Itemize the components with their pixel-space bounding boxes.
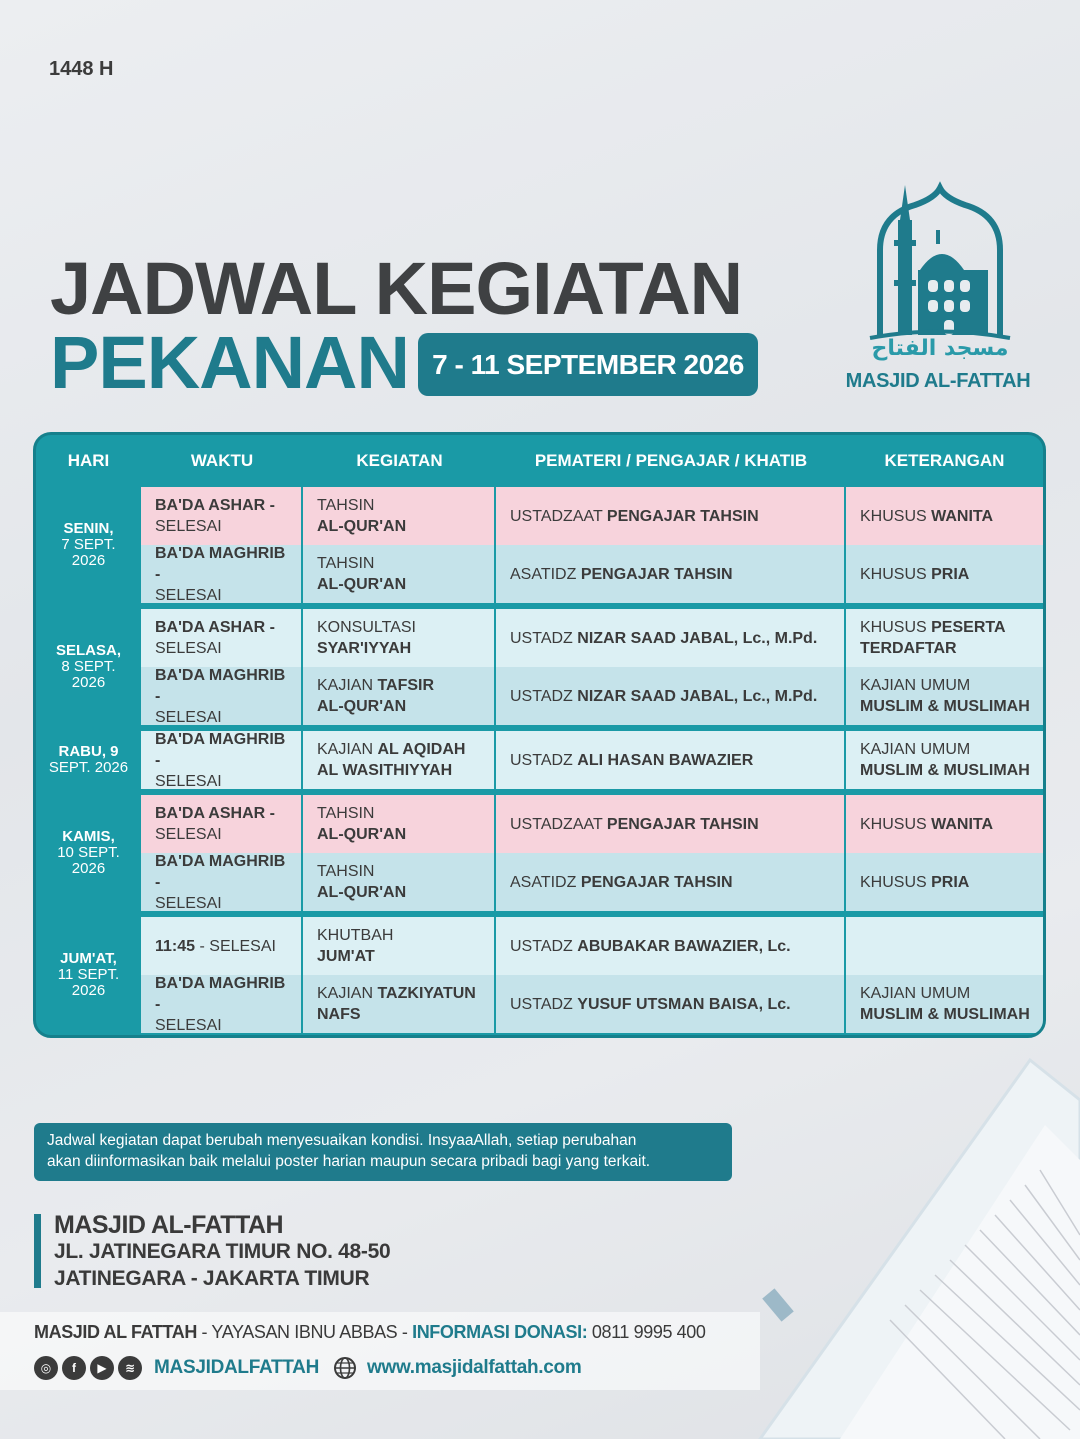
table-row-4-keterangan: KAJIAN UMUM MUSLIM & MUSLIMAH <box>846 731 1043 789</box>
schedule-table <box>33 432 1046 1038</box>
header-hari: HARI <box>67 451 110 470</box>
footer-info-line: MASJID AL FATTAH - YAYASAN IBNU ABBAS - INFORMASI DONASI: 0811 9995 400 <box>34 1322 706 1342</box>
table-row-5-kegiatan: TAHSIN AL-QUR'AN <box>303 795 494 853</box>
mosque-logo-icon <box>840 180 1040 400</box>
address-accent-bar <box>34 1214 41 1288</box>
logo-arabic-text: مسجد الفتاح <box>871 336 1009 361</box>
table-row-0-keterangan: KHUSUS WANITA <box>846 487 1043 545</box>
table-row-1-keterangan: KHUSUS PRIA <box>846 545 1043 603</box>
table-row-8-kegiatan: KAJIAN TAZKIYATUN NAFS <box>303 975 494 1033</box>
table-row-3-pemateri: USTADZ NIZAR SAAD JABAL, Lc., M.Pd. <box>496 667 844 725</box>
footer-social-line <box>34 1355 581 1381</box>
notice-line2: akan diinformasikan baik melalui poster harian maupun secara pribadi bagi yang terkait. <box>47 1153 651 1170</box>
logo-name: MASJID AL-FATTAH <box>845 370 1031 392</box>
table-row-2-kegiatan: KONSULTASI SYAR'IYYAH <box>303 609 494 667</box>
table-row-6-keterangan: KHUSUS PRIA <box>846 853 1043 911</box>
table-row-2-waktu: BA'DA ASHAR - SELESAI <box>141 609 301 667</box>
table-row-3-keterangan: KAJIAN UMUM MUSLIM & MUSLIMAH <box>846 667 1043 725</box>
table-row-4-waktu: BA'DA MAGHRIB - SELESAI <box>141 731 301 789</box>
table-row-5-keterangan: KHUSUS WANITA <box>846 795 1043 853</box>
table-row-6-pemateri: ASATIDZ PENGAJAR TAHSIN <box>496 853 844 911</box>
table-row-1-kegiatan: TAHSIN AL-QUR'AN <box>303 545 494 603</box>
instagram-icon[interactable]: ◎ <box>34 1356 58 1380</box>
header-waktu: WAKTU <box>190 451 254 470</box>
table-row-4-kegiatan: KAJIAN AL AQIDAH AL WASITHIYYAH <box>303 731 494 789</box>
table-row-2-pemateri: USTADZ NIZAR SAAD JABAL, Lc., M.Pd. <box>496 609 844 667</box>
table-row-5-waktu: BA'DA ASHAR - SELESAI <box>141 795 301 853</box>
address-city: JATINEGARA - JAKARTA TIMUR <box>54 1267 370 1290</box>
table-row-0-pemateri: USTADZAAT PENGAJAR TAHSIN <box>496 487 844 545</box>
table-row-3-waktu: BA'DA MAGHRIB - SELESAI <box>141 667 301 725</box>
table-row-6-kegiatan: TAHSIN AL-QUR'AN <box>303 853 494 911</box>
table-row-3-kegiatan: KAJIAN TAFSIR AL-QUR'AN <box>303 667 494 725</box>
header-pemateri: PEMATERI / PENGAJAR / KHATIB <box>534 451 808 470</box>
table-row-5-pemateri: USTADZAAT PENGAJAR TAHSIN <box>496 795 844 853</box>
website-link[interactable]: www.masjidalfattah.com <box>367 1357 582 1378</box>
address-name: MASJID AL-FATTAH <box>54 1211 284 1239</box>
table-row-8-keterangan: KAJIAN UMUM MUSLIM & MUSLIMAH <box>846 975 1043 1033</box>
table-row-4-pemateri: USTADZ ALI HASAN BAWAZIER <box>496 731 844 789</box>
notice-box <box>34 1123 732 1181</box>
header-kegiatan: KEGIATAN <box>356 451 443 470</box>
table-header <box>36 435 1043 487</box>
table-row-6-waktu: BA'DA MAGHRIB - SELESAI <box>141 853 301 911</box>
social-handle[interactable]: MASJIDALFATTAH <box>154 1357 320 1378</box>
table-row-7-waktu: 11:45 - SELESAI <box>141 917 301 975</box>
globe-icon <box>333 1356 357 1380</box>
table-row-0-kegiatan: TAHSIN AL-QUR'AN <box>303 487 494 545</box>
day-selasa: SELASA, 8 SEPT. 2026 <box>55 642 121 691</box>
table-row-8-pemateri: USTADZ YUSUF UTSMAN BAISA, Lc. <box>496 975 844 1033</box>
table-row-8-waktu: BA'DA MAGHRIB - SELESAI <box>141 975 301 1033</box>
table-row-7-kegiatan: KHUTBAH JUM'AT <box>303 917 494 975</box>
hijri-year: 1448 H <box>49 58 114 80</box>
day-kamis: KAMIS, 10 SEPT. 2026 <box>57 828 120 877</box>
facebook-icon[interactable]: f <box>62 1356 86 1380</box>
page-title-line1: JADWAL KEGIATAN <box>50 247 743 330</box>
notice-line1: Jadwal kegiatan dapat berubah menyesuaikan kondisi. InsyaaAllah, setiap perubahan <box>47 1132 637 1149</box>
table-row-2-keterangan: KHUSUS PESERTA TERDAFTAR <box>846 609 1043 667</box>
day-senin: SENIN, 7 SEPT. 2026 <box>61 520 116 569</box>
day-rabu: RABU, 9 SEPT. 2026 <box>48 743 129 776</box>
youtube-icon[interactable]: ▶ <box>90 1356 114 1380</box>
address-street: JL. JATINEGARA TIMUR NO. 48-50 <box>54 1240 391 1263</box>
page-title-line2: PEKANAN <box>50 321 409 404</box>
date-range-badge: 7 - 11 SEPTEMBER 2026 <box>418 333 758 396</box>
table-row-1-pemateri: ASATIDZ PENGAJAR TAHSIN <box>496 545 844 603</box>
table-row-7-pemateri: USTADZ ABUBAKAR BAWAZIER, Lc. <box>496 917 844 975</box>
table-row-1-waktu: BA'DA MAGHRIB - SELESAI <box>141 545 301 603</box>
spotify-icon[interactable]: ≋ <box>118 1356 142 1380</box>
header-keterangan: KETERANGAN <box>884 451 1005 470</box>
table-row-7-keterangan <box>846 917 1043 975</box>
table-row-0-waktu: BA'DA ASHAR - SELESAI <box>141 487 301 545</box>
day-jumat: JUM'AT, 11 SEPT. 2026 <box>57 950 120 999</box>
